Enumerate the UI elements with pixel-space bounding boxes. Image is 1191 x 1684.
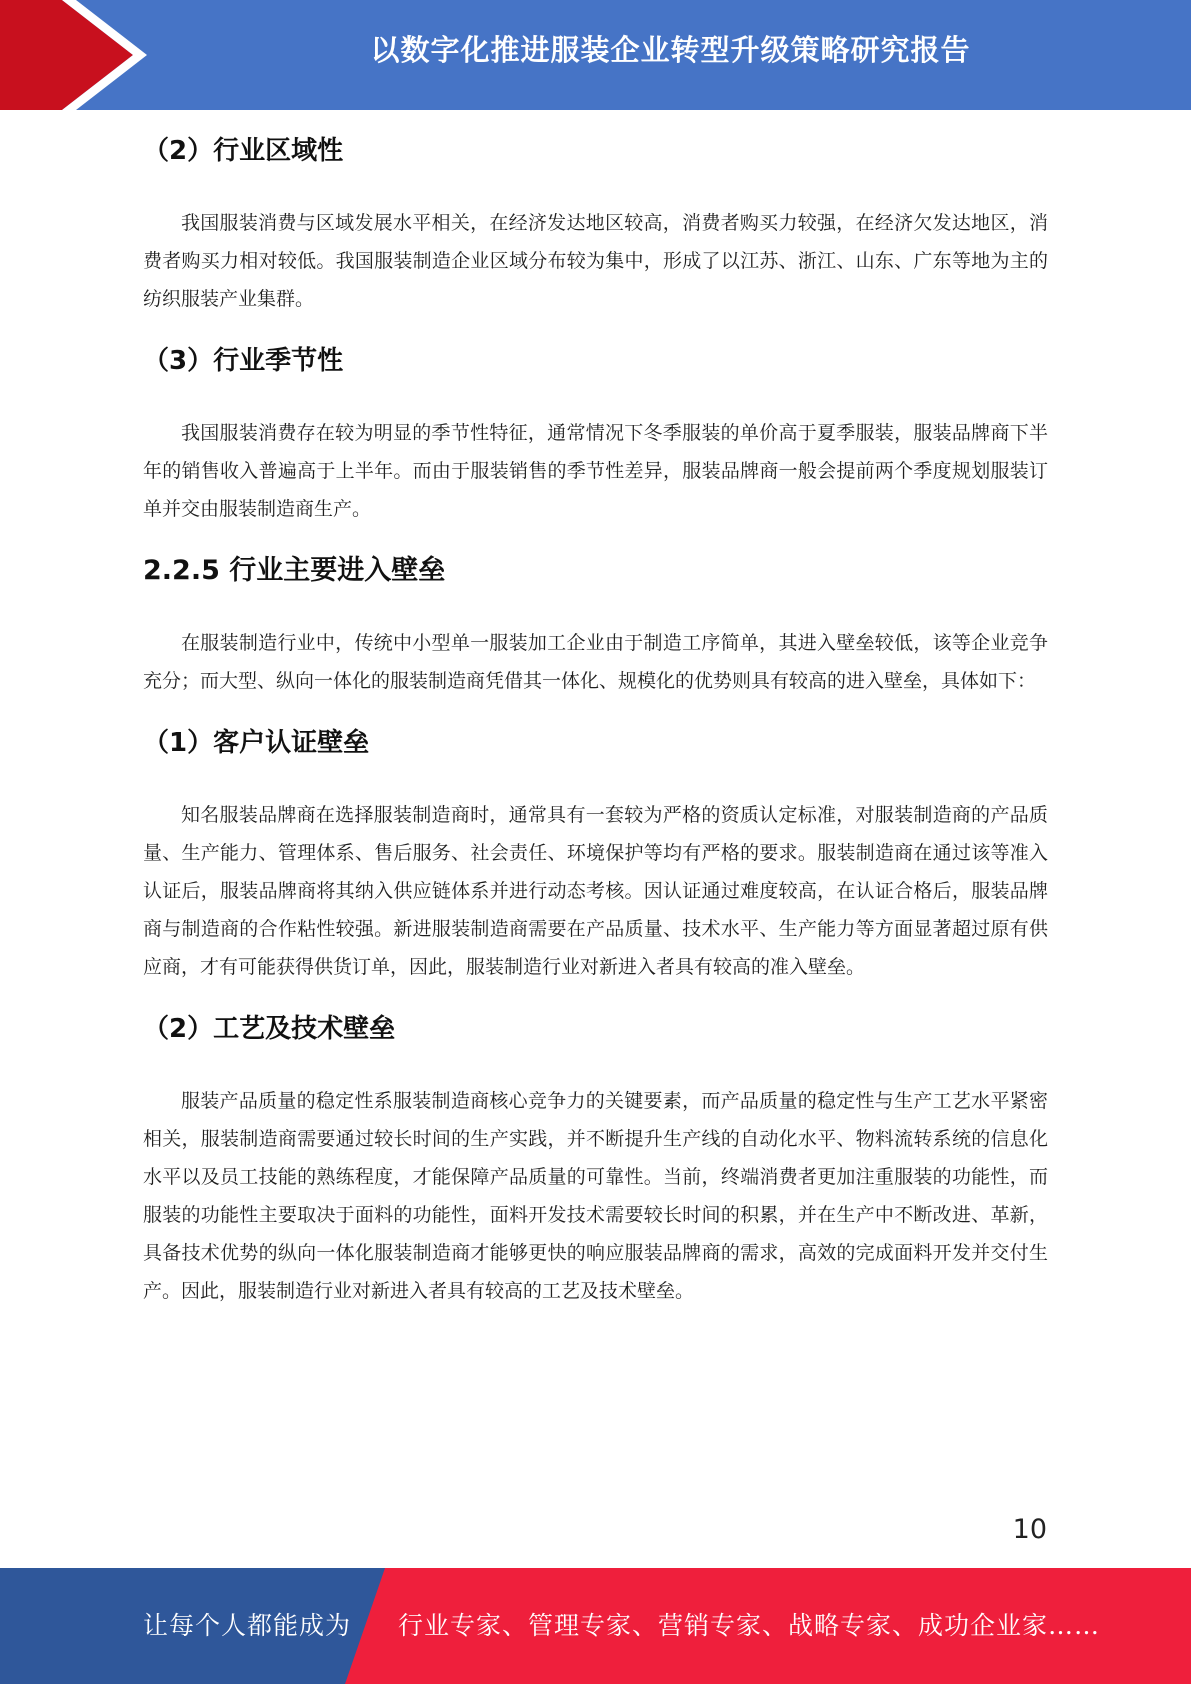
paragraph-entry-barriers: 在服装制造行业中，传统中小型单一服装加工企业由于制造工序简单，其进入壁垒较低，该等企业竞争充分；而大型、纵向一体化的服装制造商凭借其一体化、规模化的优势则具有较高的进入壁垒，具体如下：	[143, 632, 1048, 692]
paragraph-process-technology: 服装产品质量的稳定性系服装制造商核心竞争力的关键要素，而产品质量的稳定性与生产工艺水平紧密相关，服装制造商需要通过较长时间的生产实践，并不断提升生产线的自动化水平、物料流转系统的信息化水平以及员工技能的熟练程度，才能保障产品质量的可靠性。当前，终端消费者更加注重服装的功能性，而服装的功能性主要取决于面料的功能性，面料开发技术需要较长时间的积累，并在生产中不断改进、革新，具备技术优势的纵向一体化服装制造商才能够更快的响应服装品牌商的需求，高效的完成面料开发并交付生产。因此，服装制造行业对新进入者具有较高的工艺及技术壁垒。	[143, 1090, 1048, 1302]
page-footer	[0, 1568, 1191, 1684]
section-heading-regional: （2）行业区域性	[143, 136, 344, 166]
paragraph-regional: 我国服装消费与区域发展水平相关，在经济发达地区较高，消费者购买力较强，在经济欠发达地区，消费者购买力相对较低。我国服装制造企业区域分布较为集中，形成了以江苏、浙江、山东、广东等地为主的纺织服装产业集群。	[143, 212, 1048, 310]
footer-slogan-right: 行业专家、管理专家、营销专家、战略专家、成功企业家……	[398, 1611, 1101, 1640]
paragraph-seasonal: 我国服装消费存在较为明显的季节性特征，通常情况下冬季服装的单价高于夏季服装，服装品牌商下半年的销售收入普遍高于上半年。而由于服装销售的季节性差异，服装品牌商一般会提前两个季度规划服装订单并交由服装制造商生产。	[143, 422, 1048, 520]
section-heading-process-technology: （2）工艺及技术壁垒	[143, 1014, 396, 1044]
paragraph-customer-certification: 知名服装品牌商在选择服装制造商时，通常具有一套较为严格的资质认定标准，对服装制造商的产品质量、生产能力、管理体系、售后服务、社会责任、环境保护等均有严格的要求。服装制造商在通过该等准入认证后，服装品牌商将其纳入供应链体系并进行动态考核。因认证通过难度较高，在认证合格后，服装品牌商与制造商的合作粘性较强。新进服装制造商需要在产品质量、技术水平、生产能力等方面显著超过原有供应商，才有可能获得供货订单，因此，服装制造行业对新进入者具有较高的准入壁垒。	[143, 804, 1048, 978]
header-chevron-graphic	[0, 0, 160, 110]
footer-slogan-left: 让每个人都能成为	[143, 1611, 352, 1640]
section-heading-customer-certification: （1）客户认证壁垒	[143, 728, 370, 758]
page-content	[143, 120, 1048, 1310]
section-heading-seasonal: （3）行业季节性	[143, 346, 344, 376]
section-heading-entry-barriers: 2.2.5 行业主要进入壁垒	[143, 555, 446, 586]
header-title: 以数字化推进服装企业转型升级策略研究报告	[370, 32, 971, 67]
page-header	[0, 0, 1191, 110]
page-number: 10	[1012, 1514, 1047, 1545]
